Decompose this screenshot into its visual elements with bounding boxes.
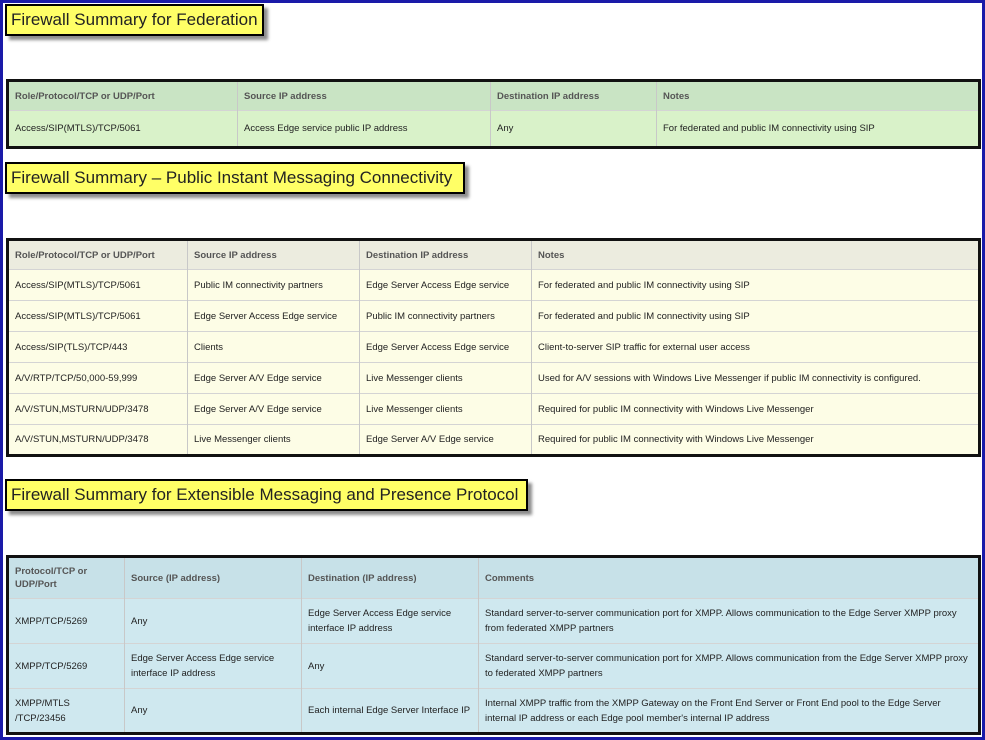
table-cell: XMPP/TCP/5269 bbox=[8, 644, 125, 689]
table-cell: Edge Server Access Edge service bbox=[360, 332, 532, 363]
column-header: Destination IP address bbox=[491, 81, 657, 111]
table-row bbox=[8, 332, 980, 363]
table-public-im bbox=[6, 238, 981, 457]
table-header-row bbox=[8, 557, 980, 599]
table-cell: Required for public IM connectivity with Windows Live Messenger bbox=[532, 394, 980, 425]
table-cell: Live Messenger clients bbox=[188, 425, 360, 456]
table-row bbox=[8, 425, 980, 456]
table-cell: Edge Server Access Edge service interface IP address bbox=[302, 599, 479, 644]
table-cell: Standard server-to-server communication port for XMPP. Allows communication to the Edge Server XMPP proxy from federated XMPP partners bbox=[479, 599, 980, 644]
table-row bbox=[8, 644, 980, 689]
table-cell: Public IM connectivity partners bbox=[360, 301, 532, 332]
table-row bbox=[8, 689, 980, 734]
table-row bbox=[8, 394, 980, 425]
table-header-row bbox=[8, 81, 980, 111]
table-cell: Access/SIP(MTLS)/TCP/5061 bbox=[8, 301, 188, 332]
table-row bbox=[8, 301, 980, 332]
table-cell: Edge Server Access Edge service interface IP address bbox=[125, 644, 302, 689]
table-cell: Any bbox=[125, 599, 302, 644]
table-cell: Internal XMPP traffic from the XMPP Gateway on the Front End Server or Front End pool to the Edge Server internal IP address or each Edge pool member's internal IP address bbox=[479, 689, 980, 734]
table-cell: XMPP/MTLS /TCP/23456 bbox=[8, 689, 125, 734]
table-cell: Edge Server Access Edge service bbox=[188, 301, 360, 332]
column-header: Role/Protocol/TCP or UDP/Port bbox=[8, 81, 238, 111]
table-cell: Any bbox=[302, 644, 479, 689]
column-header: Role/Protocol/TCP or UDP/Port bbox=[8, 240, 188, 270]
column-header: Protocol/TCP or UDP/Port bbox=[8, 557, 125, 599]
column-header: Destination (IP address) bbox=[302, 557, 479, 599]
table-cell: Required for public IM connectivity with Windows Live Messenger bbox=[532, 425, 980, 456]
table-cell: Access/SIP(TLS)/TCP/443 bbox=[8, 332, 188, 363]
column-header: Notes bbox=[532, 240, 980, 270]
table-cell: For federated and public IM connectivity using SIP bbox=[657, 111, 980, 148]
table-cell: For federated and public IM connectivity using SIP bbox=[532, 270, 980, 301]
table-cell: For federated and public IM connectivity using SIP bbox=[532, 301, 980, 332]
table-cell: XMPP/TCP/5269 bbox=[8, 599, 125, 644]
table-row bbox=[8, 270, 980, 301]
heading-federation: Firewall Summary for Federation bbox=[5, 4, 264, 36]
column-header: Source IP address bbox=[238, 81, 491, 111]
table-cell: Clients bbox=[188, 332, 360, 363]
column-header: Destination IP address bbox=[360, 240, 532, 270]
table-cell: Access/SIP(MTLS)/TCP/5061 bbox=[8, 270, 188, 301]
column-header: Source (IP address) bbox=[125, 557, 302, 599]
table-cell: Each internal Edge Server Interface IP bbox=[302, 689, 479, 734]
table-cell: Edge Server A/V Edge service bbox=[188, 363, 360, 394]
table-row bbox=[8, 363, 980, 394]
table-cell: Access Edge service public IP address bbox=[238, 111, 491, 148]
table-cell: Edge Server Access Edge service bbox=[360, 270, 532, 301]
table-cell: Live Messenger clients bbox=[360, 363, 532, 394]
table-header-row bbox=[8, 240, 980, 270]
table-cell: A/V/STUN,MSTURN/UDP/3478 bbox=[8, 425, 188, 456]
heading-public-im: Firewall Summary – Public Instant Messaging Connectivity bbox=[5, 162, 465, 194]
table-cell: Public IM connectivity partners bbox=[188, 270, 360, 301]
table-xmpp bbox=[6, 555, 981, 735]
table-federation bbox=[6, 79, 981, 149]
table-cell: Live Messenger clients bbox=[360, 394, 532, 425]
column-header: Comments bbox=[479, 557, 980, 599]
table-cell: Client-to-server SIP traffic for external user access bbox=[532, 332, 980, 363]
table-cell: Any bbox=[491, 111, 657, 148]
heading-xmpp: Firewall Summary for Extensible Messaging and Presence Protocol bbox=[5, 479, 528, 511]
table-cell: A/V/STUN,MSTURN/UDP/3478 bbox=[8, 394, 188, 425]
table-cell: A/V/RTP/TCP/50,000-59,999 bbox=[8, 363, 188, 394]
table-row bbox=[8, 111, 980, 148]
column-header: Notes bbox=[657, 81, 980, 111]
table-cell: Access/SIP(MTLS)/TCP/5061 bbox=[8, 111, 238, 148]
table-cell: Standard server-to-server communication port for XMPP. Allows communication from the Edge Server XMPP proxy to federated XMPP partners bbox=[479, 644, 980, 689]
table-row bbox=[8, 599, 980, 644]
table-cell: Edge Server A/V Edge service bbox=[360, 425, 532, 456]
table-cell: Edge Server A/V Edge service bbox=[188, 394, 360, 425]
table-cell: Any bbox=[125, 689, 302, 734]
table-cell: Used for A/V sessions with Windows Live Messenger if public IM connectivity is configured. bbox=[532, 363, 980, 394]
column-header: Source IP address bbox=[188, 240, 360, 270]
